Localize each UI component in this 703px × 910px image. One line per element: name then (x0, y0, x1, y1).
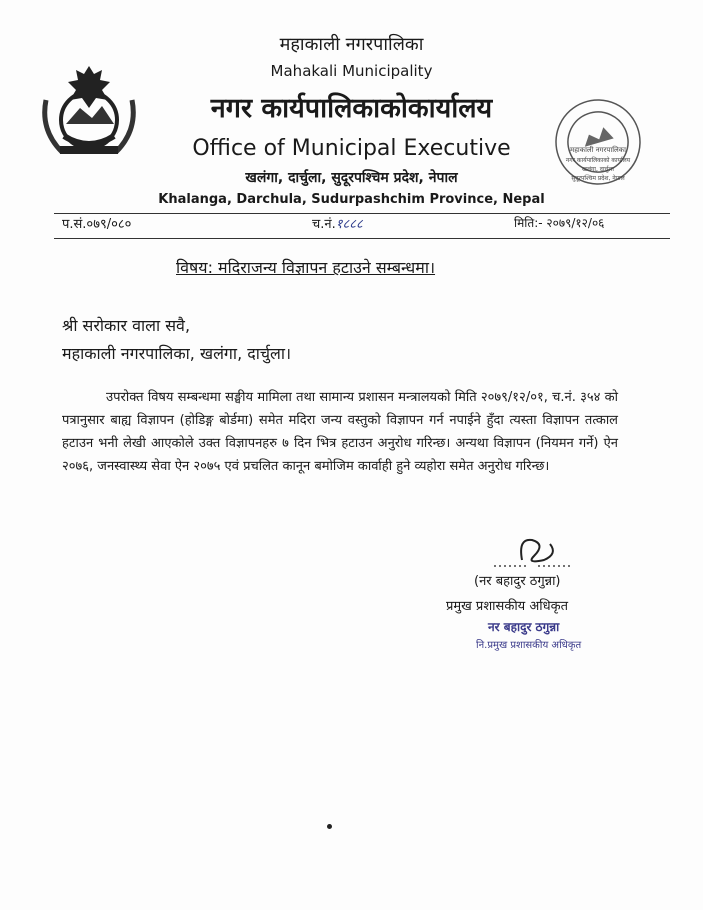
address-np: खलंगा, दार्चुला, सुदूरपश्चिम प्रदेश, नेपाल (245, 170, 458, 186)
signatory-designation: प्रमुख प्रशासकीय अधिकृत (446, 599, 569, 614)
address-en: Khalanga, Darchula, Sudurpashchim Province, Nepal (158, 192, 545, 207)
office-title-en: Office of Municipal Executive (192, 136, 511, 161)
reference-cn (312, 214, 363, 232)
seal-text-name: महाकाली नगरपालिका (570, 146, 626, 154)
reference-date: मिति:- २०७९/१२/०६ (514, 216, 605, 230)
signatory-stamp-designation: नि.प्रमुख प्रशासकीय अधिकृत (476, 640, 582, 651)
municipality-name-np: महाकाली नगरपालिका (279, 34, 424, 55)
signatory-name: (नर बहादुर ठगुन्ना) (474, 574, 561, 589)
municipality-name-en: Mahakali Municipality (270, 62, 433, 80)
seal-text-province: सुदूरपश्चिम प्रदेश, नेपाल (571, 175, 625, 182)
addressee-line-2: महाकाली नगरपालिका, खलंगा, दार्चुला। (62, 344, 292, 363)
addressee-line-1: श्री सरोकार वाला सवै, (62, 316, 191, 335)
reference-cn-label: च.नं. (312, 217, 336, 232)
letter-subject: विषय: मदिराजन्य विज्ञापन हटाउने सम्बन्धमा। (176, 258, 436, 277)
page-dot (327, 824, 332, 829)
signatory-stamp-name: नर बहादुर ठगुन्ना (488, 620, 560, 634)
seal-text-office: नगर कार्यपालिकाको कार्यालय (565, 157, 631, 164)
reference-ps: प.सं.०७९/०८० (62, 217, 132, 232)
signature-mark (488, 530, 578, 574)
office-seal (540, 92, 656, 192)
seal-text-place: खलंगा, दार्चुला (582, 166, 614, 173)
reference-cn-value: १८८८ (335, 217, 363, 232)
office-title-np: नगर कार्यपालिकाकोकार्यालय (210, 93, 493, 124)
divider-bottom (54, 238, 670, 239)
letter-body: उपरोक्त विषय सम्बन्धमा सङ्घीय मामिला तथा सामान्य प्रशासन मन्त्रालयको मिति २०७९/१२/०१, च.नं. ३५४ को पत्रानुसार बाह्य विज्ञापन (होडिङ्ग बोर्डमा) समेत मदिरा जन्य वस्तुको विज्ञापन गर्न नपाईने हुँदा त्यस्ता विज्ञापन तत्काल हटाउन भनी लेखी आएकोले उक्त विज्ञापनहरु ७ दिन भित्र हटाउन अनुरोध गरिन्छ। अन्यथा विज्ञापन (नियमन गर्ने) ऐन २०७६, जनस्वास्थ्य सेवा ऐन २०७५ एवं प्रचलित कानून बमोजिम कार्वाही हुने व्यहोरा समेत अनुरोध गरिन्छ। (62, 390, 618, 474)
